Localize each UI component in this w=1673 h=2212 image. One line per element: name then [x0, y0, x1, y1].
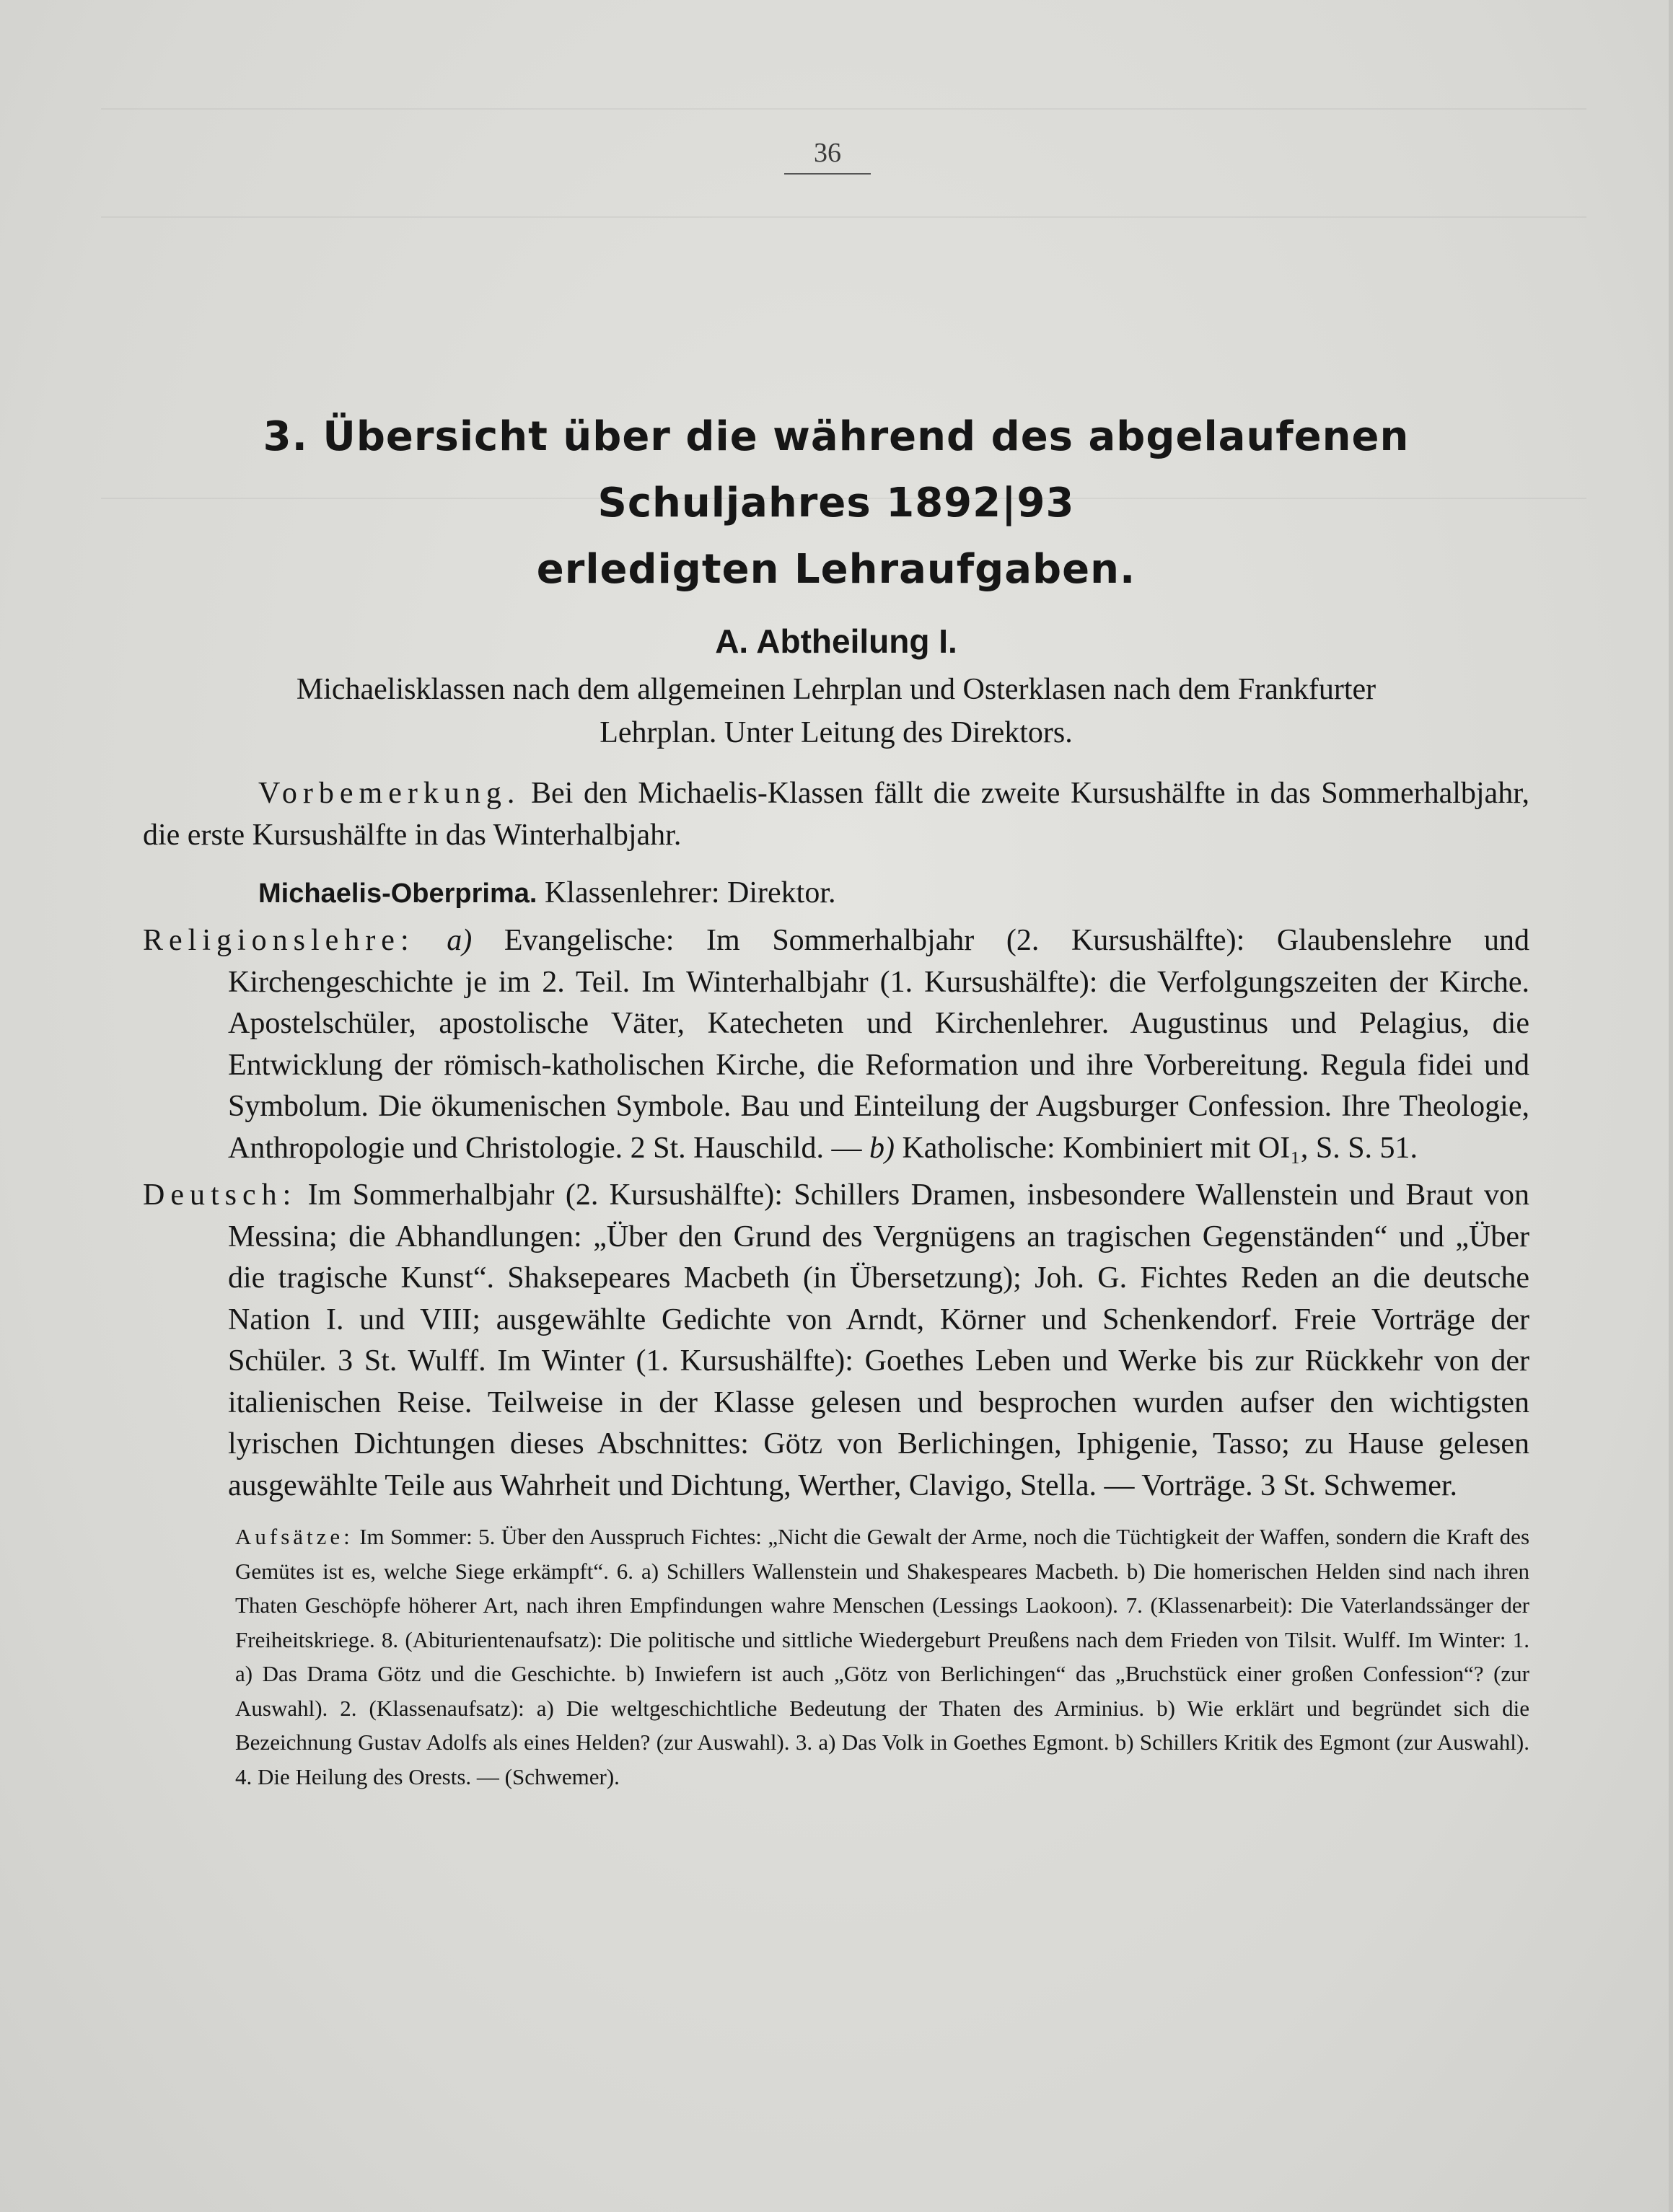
remark-text: Bei den Michaelis-Klassen fällt die zweite Kursushälfte in das Sommerhalbjahr, die erste Kursushälfte in das Winterhalbjahr.	[143, 777, 1529, 852]
subject-religion	[143, 920, 1529, 1169]
deutsch-text: Im Sommerhalbjahr (2. Kursushälfte): Schillers Dramen, insbesondere Wallenstein und Braut von Messina; die Abhandlungen: „Über den Grund des Vergnügens an tragischen Gegenständen“ und „Über die tragische Kunst“. Shaksepeares Macbeth (in Übersetzung); Joh. G. Fichtes Reden an die deutsche Nation I. und VIII; ausgewählte Gedichte von Arndt, Körner und Schenkendorf. Freie Vorträge der Schüler. 3 St. Wulff. Im Winter (1. Kursushälfte): Goethes Leben und Werke bis zur Rückkehr von der italienischen Reise. Teilweise in der Klasse gelesen und besprochen wurden aufser den wichtigsten lyrischen Dichtungen dieses Abschnittes: Götz von Berlichingen, Iphigenie, Tasso; zu Hause gelesen ausgewählte Teile aus Wahrheit und Dichtung, Werther, Clavigo, Stella. — Vorträge. 3 St. Schwemer.	[228, 1178, 1530, 1502]
bleed-through-line	[101, 216, 1586, 218]
deutsch-label: Deutsch:	[143, 1178, 297, 1212]
page-edge	[1669, 0, 1673, 2212]
title-line-1: 3. Übersicht über die während des abgelaufenen Schuljahres 1892|93	[263, 413, 1410, 526]
subject-deutsch	[143, 1175, 1529, 1507]
essays-label: Aufsätze:	[235, 1524, 354, 1549]
religion-marker-b: b)	[869, 1131, 895, 1165]
title-line-2: erledigten Lehraufgaben.	[536, 546, 1136, 593]
page-title	[143, 404, 1529, 603]
class-heading	[258, 872, 1529, 915]
page-number: 36	[784, 137, 871, 175]
intro-paragraph	[143, 668, 1529, 754]
class-name: Michaelis-Oberprima.	[258, 878, 537, 909]
essays-text: Im Sommer: 5. Über den Ausspruch Fichtes: „Nicht die Gewalt der Arme, noch die Tüchtigkeit der Waffen, sondern die Kraft des Gemütes ist es, welche Siege erkämpft“. 6. a) Schillers Wallenstein und Shakespeares Macbeth. b) Die homerischen Helden sind nach ihren Thaten Geschöpfe höherer Art, nach ihren Empfindungen wahre Menschen (Lessings Laokoon). 7. (Klassenarbeit): Die Vaterlandssänger der Freiheitskriege. 8. (Abiturientenaufsatz): Die politische und sittliche Wiedergeburt Preußens nach dem Frieden von Tilsit. Wulff. Im Winter: 1. a) Das Drama Götz und die Geschichte. b) Inwiefern ist auch „Götz von Berlichingen“ das „Bruchstück einer großen Confession“? (zur Auswahl). 2. (Klassenaufsatz): a) Die weltgeschichtliche Bedeutung der Thaten des Arminius. b) Wie erklärt und begründet sich die Bezeichnung Gustav Adolfs als eines Helden? (zur Auswahl). 3. a) Das Volk in Goethes Egmont. b) Schillers Kritik des Egmont (zur Auswahl). 4. Die Heilung des Orests. — (Schwemer).	[235, 1524, 1530, 1789]
bleed-through-line	[101, 108, 1586, 110]
class-teacher: Klassenlehrer: Direktor.	[544, 876, 836, 909]
intro-line-1: Michaelisklassen nach dem allgemeinen Lehrplan und Osterklasen nach dem Frankfurter	[296, 673, 1376, 706]
religion-text-b: Katholische: Kombiniert mit OI₁, S. S. 51.	[902, 1131, 1418, 1165]
religion-label: Religionslehre:	[143, 924, 415, 957]
page-content	[143, 404, 1529, 1794]
remark-label: Vorbemerkung.	[258, 777, 521, 810]
preliminary-remark	[143, 773, 1529, 856]
essays-paragraph	[235, 1520, 1529, 1794]
section-heading: A. Abtheilung I.	[715, 622, 957, 660]
intro-line-2: Lehrplan. Unter Leitung des Direktors.	[600, 716, 1073, 749]
religion-marker-a: a)	[447, 924, 473, 957]
religion-text-a: Evangelische: Im Sommerhalbjahr (2. Kursushälfte): Glaubenslehre und Kirchengeschichte je im 2. Teil. Im Winterhalbjahr (1. Kursushälfte): die Verfolgungszeiten der Kirche. Apostelschüler, apostolische Väter, Katecheten und Kirchenlehrer. Augustinus und Pelagius, die Entwicklung der römisch-katholischen Kirche, die Reformation und ihre Vorbereitung. Regula fidei und Symbolum. Die ökumenischen Symbole. Bau und Einteilung der Augsburger Confession. Ihre Theologie, Anthropologie und Christologie. 2 St. Hauschild. —	[228, 924, 1530, 1165]
